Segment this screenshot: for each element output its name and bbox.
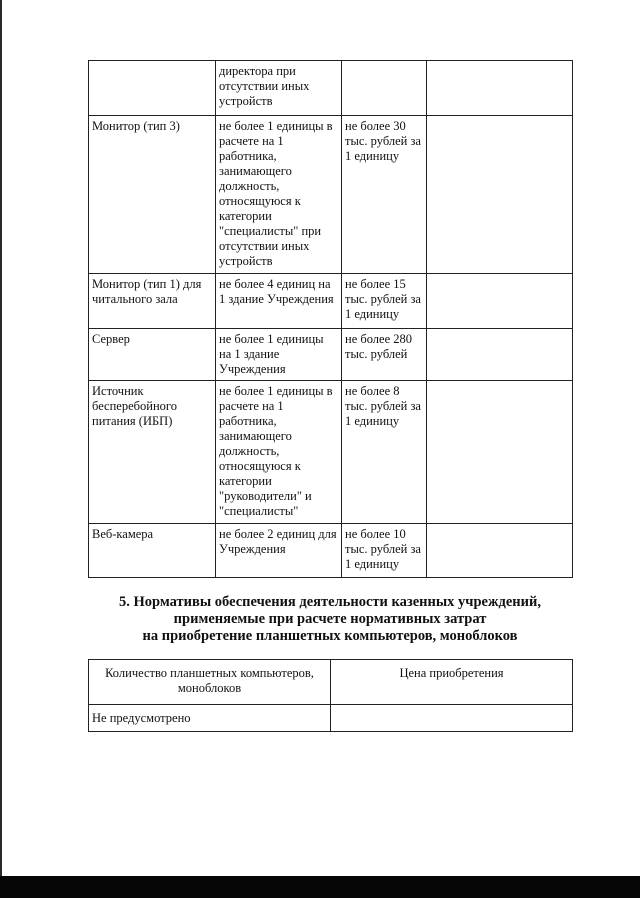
- price-cell: не более 280 тыс. рублей: [342, 329, 427, 381]
- item-cell: Монитор (тип 3): [89, 116, 216, 274]
- item-cell: [89, 61, 216, 116]
- extra-cell: [427, 524, 573, 578]
- section-heading-line: применяемые при расчете нормативных затрат: [173, 611, 487, 627]
- quantity-cell: не более 1 единицы на 1 здание Учреждения: [216, 329, 342, 381]
- tablet-norms-table: [88, 659, 573, 732]
- price-cell: не более 8 тыс. рублей за 1 единицу: [342, 381, 427, 524]
- price-cell: не более 15 тыс. рублей за 1 единицу: [342, 274, 427, 329]
- quantity-header: Количество планшетных компьютеров, моноблоков: [89, 660, 331, 705]
- quantity-cell: не более 1 единицы в расчете на 1 работника, занимающего должность, относящуюся к категории "руководители" и "специалисты": [216, 381, 342, 524]
- extra-cell: [427, 381, 573, 524]
- item-cell: Монитор (тип 1) для читального зала: [89, 274, 216, 329]
- table-row: [89, 524, 573, 578]
- quantity-cell: не более 2 единиц для Учреждения: [216, 524, 342, 578]
- section-heading-line: 5. Нормативы обеспечения деятельности казенных учреждений,: [119, 594, 541, 610]
- quantity-cell: директора при отсутствии иных устройств: [216, 61, 342, 116]
- extra-cell: [427, 116, 573, 274]
- table-row: [89, 61, 573, 116]
- price-cell: не более 30 тыс. рублей за 1 единицу: [342, 116, 427, 274]
- item-cell: Источник бесперебойного питания (ИБП): [89, 381, 216, 524]
- page-edge: [0, 0, 2, 898]
- table-row: [89, 116, 573, 274]
- price-cell: не более 10 тыс. рублей за 1 единицу: [342, 524, 427, 578]
- price-header: Цена приобретения: [331, 660, 573, 705]
- extra-cell: [427, 274, 573, 329]
- table-header-row: [89, 660, 573, 705]
- quantity-cell: не более 4 единиц на 1 здание Учреждения: [216, 274, 342, 329]
- table-row: [89, 274, 573, 329]
- price-cell: [342, 61, 427, 116]
- equipment-norms-table: [88, 60, 573, 578]
- table-row: [89, 705, 573, 732]
- table-row: [89, 329, 573, 381]
- scan-border: [0, 876, 640, 898]
- quantity-cell: Не предусмотрено: [89, 705, 331, 732]
- section-heading: [60, 594, 600, 645]
- extra-cell: [427, 61, 573, 116]
- item-cell: Сервер: [89, 329, 216, 381]
- table-row: [89, 381, 573, 524]
- price-cell: [331, 705, 573, 732]
- quantity-cell: не более 1 единицы в расчете на 1 работника, занимающего должность, относящуюся к категории "специалисты" при отсутствии иных устройств: [216, 116, 342, 274]
- extra-cell: [427, 329, 573, 381]
- section-heading-line: на приобретение планшетных компьютеров, моноблоков: [142, 628, 518, 644]
- item-cell: Веб-камера: [89, 524, 216, 578]
